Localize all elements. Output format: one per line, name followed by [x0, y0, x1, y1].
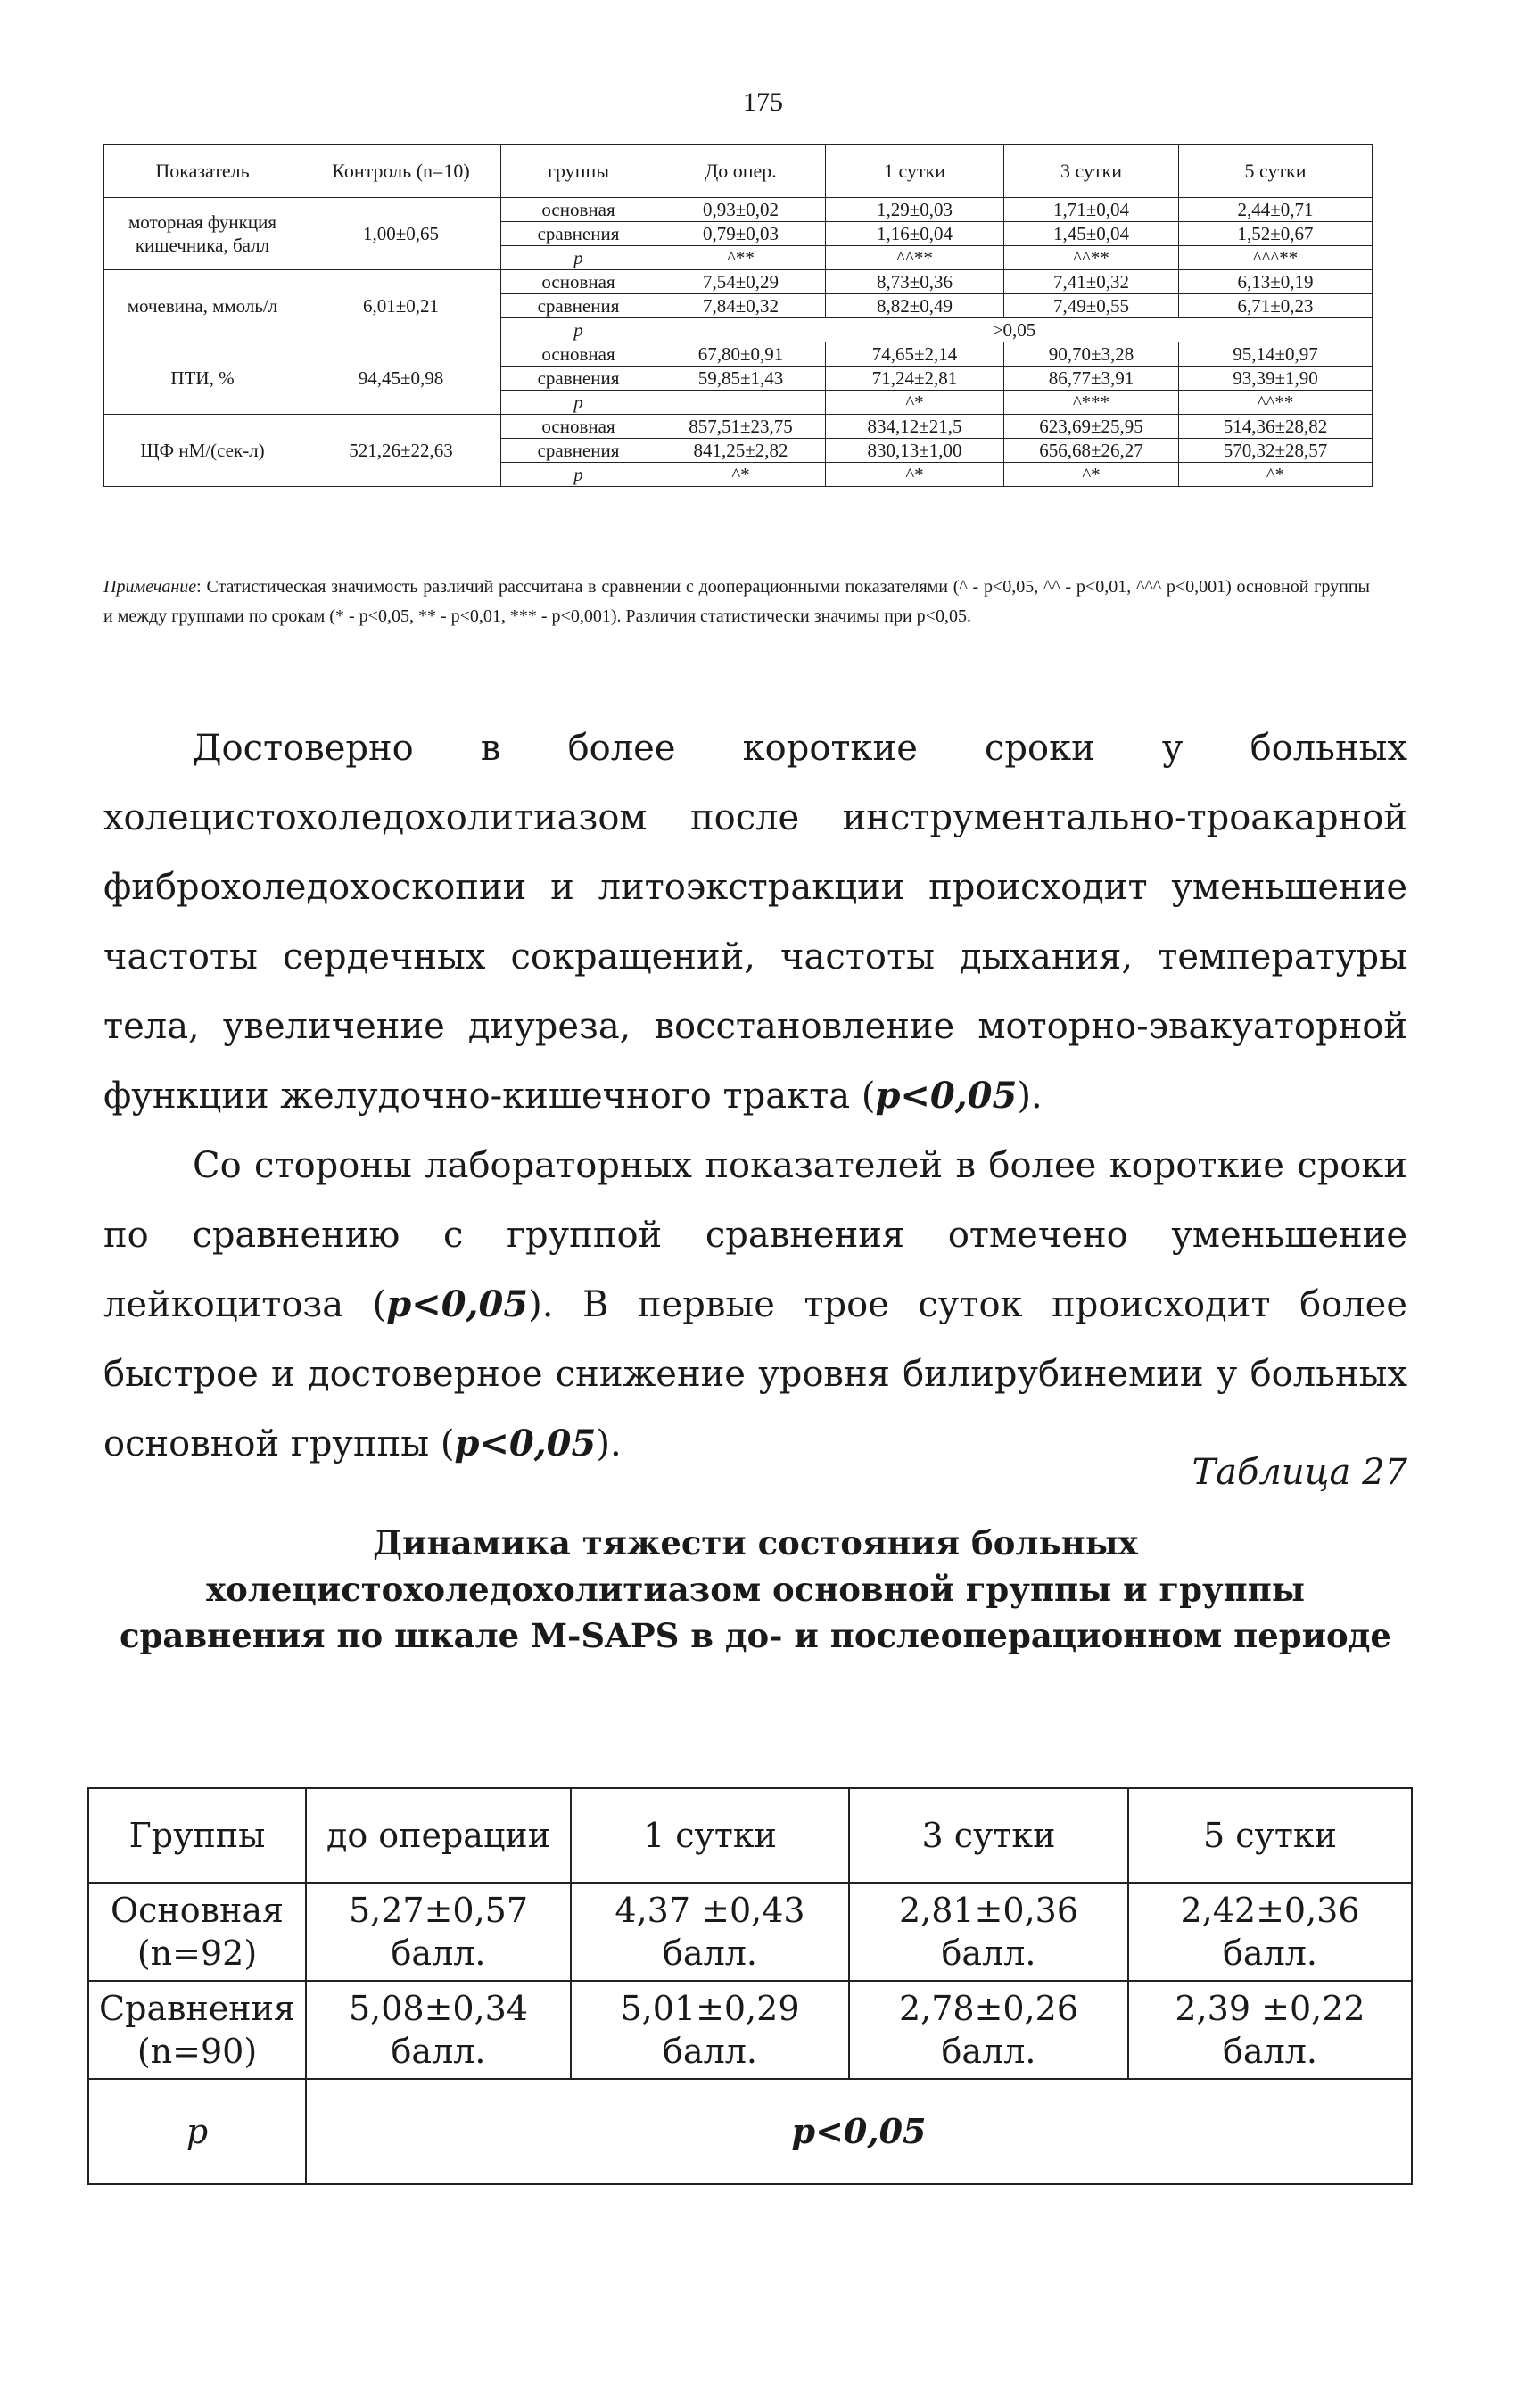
note-label: Примечание: [103, 577, 197, 597]
table-header-row: [104, 145, 1373, 198]
p-value-cell: [656, 391, 826, 415]
value-cell: 7,49±0,55: [1004, 294, 1179, 318]
paragraph-2-text-a: Со стороны лабораторных показателей в более короткие сроки по сравнению с группой сравнения отмечено уменьшение лейкоцитоза (: [103, 1145, 1407, 1325]
group-cell: сравнения: [501, 222, 656, 246]
value-cell: 656,68±26,27: [1004, 439, 1179, 463]
value-cell: 830,13±1,00: [826, 439, 1004, 463]
value-cell: 0,79±0,03: [656, 222, 826, 246]
value-cell: 2,39 ±0,22 балл.: [1128, 1981, 1412, 2079]
table-row: [88, 1883, 1412, 1981]
p-value-cell: ^*: [1004, 463, 1179, 487]
indicator-cell: мочевина, ммоль/л: [104, 270, 301, 342]
value-cell: 7,41±0,32: [1004, 270, 1179, 294]
p-label-cell: p: [501, 463, 656, 487]
value-cell: 2,78±0,26 балл.: [849, 1981, 1128, 2079]
paragraph-2-end: ).: [596, 1423, 622, 1464]
indicator-cell: ЩФ нМ/(сек-л): [104, 415, 301, 487]
value-cell: 7,54±0,29: [656, 270, 826, 294]
indicator-cell: моторная функция кишечника, балл: [104, 198, 301, 270]
value-cell: 1,29±0,03: [826, 198, 1004, 222]
header-day-3: 3 сутки: [849, 1788, 1128, 1883]
p-value-cell: ^^**: [826, 246, 1004, 270]
header-groups: группы: [501, 145, 656, 198]
p-value-inline: p<0,05: [454, 1423, 597, 1464]
value-cell: 5,08±0,34 балл.: [306, 1981, 571, 2079]
note-text: : Статистическая значимость различий рассчитана в сравнении с дооперационными показателями (^ - p<0,05, ^^ - p<0,01, ^^^ p<0,001) основной группы и между группами по срокам (* - p<0,05, ** - p<0,01, *** - p<0,001). Различия статистически значимы при p<0,05.: [103, 577, 1370, 626]
value-cell: 74,65±2,14: [826, 342, 1004, 367]
header-before-surgery: До опер.: [656, 145, 826, 198]
value-cell: 834,12±21,5: [826, 415, 1004, 439]
control-cell: 94,45±0,98: [301, 342, 501, 415]
table-row: [104, 342, 1373, 367]
value-cell: 93,39±1,90: [1179, 367, 1373, 391]
p-value-cell: >0,05: [656, 318, 1373, 342]
group-cell: основная: [501, 342, 656, 367]
value-cell: 857,51±23,75: [656, 415, 826, 439]
value-cell: 623,69±25,95: [1004, 415, 1179, 439]
group-cell: основная: [501, 415, 656, 439]
group-cell: сравнения: [501, 367, 656, 391]
lab-indicators-table: [103, 144, 1373, 487]
value-cell: 570,32±28,57: [1179, 439, 1373, 463]
value-cell: 514,36±28,82: [1179, 415, 1373, 439]
paragraph-2: [103, 1131, 1407, 1479]
paragraph-2-text-b: ). В первые трое суток происходит более быстрое и достоверное снижение уровня билирубинемии у больных основной группы (: [103, 1284, 1407, 1464]
header-indicator: Показатель: [104, 145, 301, 198]
group-cell: сравнения: [501, 294, 656, 318]
msaps-table: [87, 1787, 1413, 2185]
value-cell: 1,71±0,04: [1004, 198, 1179, 222]
control-cell: 521,26±22,63: [301, 415, 501, 487]
table-note: [103, 573, 1370, 631]
value-cell: 4,37 ±0,43 балл.: [571, 1883, 849, 1981]
value-cell: 86,77±3,91: [1004, 367, 1179, 391]
value-cell: 67,80±0,91: [656, 342, 826, 367]
group-cell: основная: [501, 198, 656, 222]
p-value-cell: ^***: [1004, 391, 1179, 415]
value-cell: 5,01±0,29 балл.: [571, 1981, 849, 2079]
table-row: [104, 415, 1373, 439]
table-label: Таблица 27: [1192, 1452, 1407, 1493]
table-row: [88, 1981, 1412, 2079]
header-groups: Группы: [88, 1788, 306, 1883]
value-cell: 2,42±0,36 балл.: [1128, 1883, 1412, 1981]
group-cell: сравнения: [501, 439, 656, 463]
header-day-1: 1 сутки: [571, 1788, 849, 1883]
table-row: [104, 198, 1373, 222]
p-value-cell: ^^^**: [1179, 246, 1373, 270]
p-value-inline: p<0,05: [386, 1283, 529, 1325]
p-value-cell: ^^**: [1004, 246, 1179, 270]
header-day-1: 1 сутки: [826, 145, 1004, 198]
p-value-cell: ^**: [656, 246, 826, 270]
p-value-cell: ^*: [656, 463, 826, 487]
p-label-cell: p: [501, 318, 656, 342]
body-text: [103, 713, 1407, 1479]
value-cell: 59,85±1,43: [656, 367, 826, 391]
paragraph-1-end: ).: [1017, 1076, 1043, 1117]
p-label-cell: p: [88, 2079, 306, 2184]
header-day-3: 3 сутки: [1004, 145, 1179, 198]
value-cell: 1,16±0,04: [826, 222, 1004, 246]
value-cell: 1,45±0,04: [1004, 222, 1179, 246]
p-value-inline: p<0,05: [875, 1075, 1018, 1117]
p-value-cell: p<0,05: [306, 2079, 1412, 2184]
value-cell: 6,71±0,23: [1179, 294, 1373, 318]
header-day-5: 5 сутки: [1179, 145, 1373, 198]
value-cell: 841,25±2,82: [656, 439, 826, 463]
value-cell: 71,24±2,81: [826, 367, 1004, 391]
control-cell: 1,00±0,65: [301, 198, 501, 270]
value-cell: 8,73±0,36: [826, 270, 1004, 294]
control-cell: 6,01±0,21: [301, 270, 501, 342]
value-cell: 5,27±0,57 балл.: [306, 1883, 571, 1981]
value-cell: 2,81±0,36 балл.: [849, 1883, 1128, 1981]
value-cell: 7,84±0,32: [656, 294, 826, 318]
group-cell: Сравнения (n=90): [88, 1981, 306, 2079]
page-number: 175: [743, 87, 783, 117]
value-cell: 95,14±0,97: [1179, 342, 1373, 367]
group-cell: Основная (n=92): [88, 1883, 306, 1981]
value-cell: 0,93±0,02: [656, 198, 826, 222]
p-label-cell: p: [501, 391, 656, 415]
p-value-cell: ^*: [1179, 463, 1373, 487]
paragraph-1-text: Достоверно в более короткие сроки у больных холецистохоледохолитиазом после инструментально-троакарной фиброхоледохоскопии и литоэкстракции происходит уменьшение частоты сердечных сокращений, частоты дыхания, температуры тела, увеличение диуреза, восстановление моторно-эвакуаторной функции желудочно-кишечного тракта (: [103, 728, 1407, 1117]
paragraph-1: [103, 713, 1407, 1131]
value-cell: 1,52±0,67: [1179, 222, 1373, 246]
table-title: Динамика тяжести состояния больных холецистохоледохолитиазом основной группы и группы сравнения по шкале M-SAPS в до- и послеоперационном периоде: [120, 1523, 1391, 1655]
header-before-surgery: до операции: [306, 1788, 571, 1883]
p-value-cell: ^^**: [1179, 391, 1373, 415]
value-cell: 90,70±3,28: [1004, 342, 1179, 367]
value-cell: 6,13±0,19: [1179, 270, 1373, 294]
value-cell: 2,44±0,71: [1179, 198, 1373, 222]
value-cell: 8,82±0,49: [826, 294, 1004, 318]
table-row: [104, 270, 1373, 294]
p-label-cell: p: [501, 246, 656, 270]
group-cell: основная: [501, 270, 656, 294]
p-value-cell: ^*: [826, 391, 1004, 415]
header-day-5: 5 сутки: [1128, 1788, 1412, 1883]
p-row: [88, 2079, 1412, 2184]
p-value-cell: ^*: [826, 463, 1004, 487]
table-header-row: [88, 1788, 1412, 1883]
header-control: Контроль (n=10): [301, 145, 501, 198]
indicator-cell: ПТИ, %: [104, 342, 301, 415]
